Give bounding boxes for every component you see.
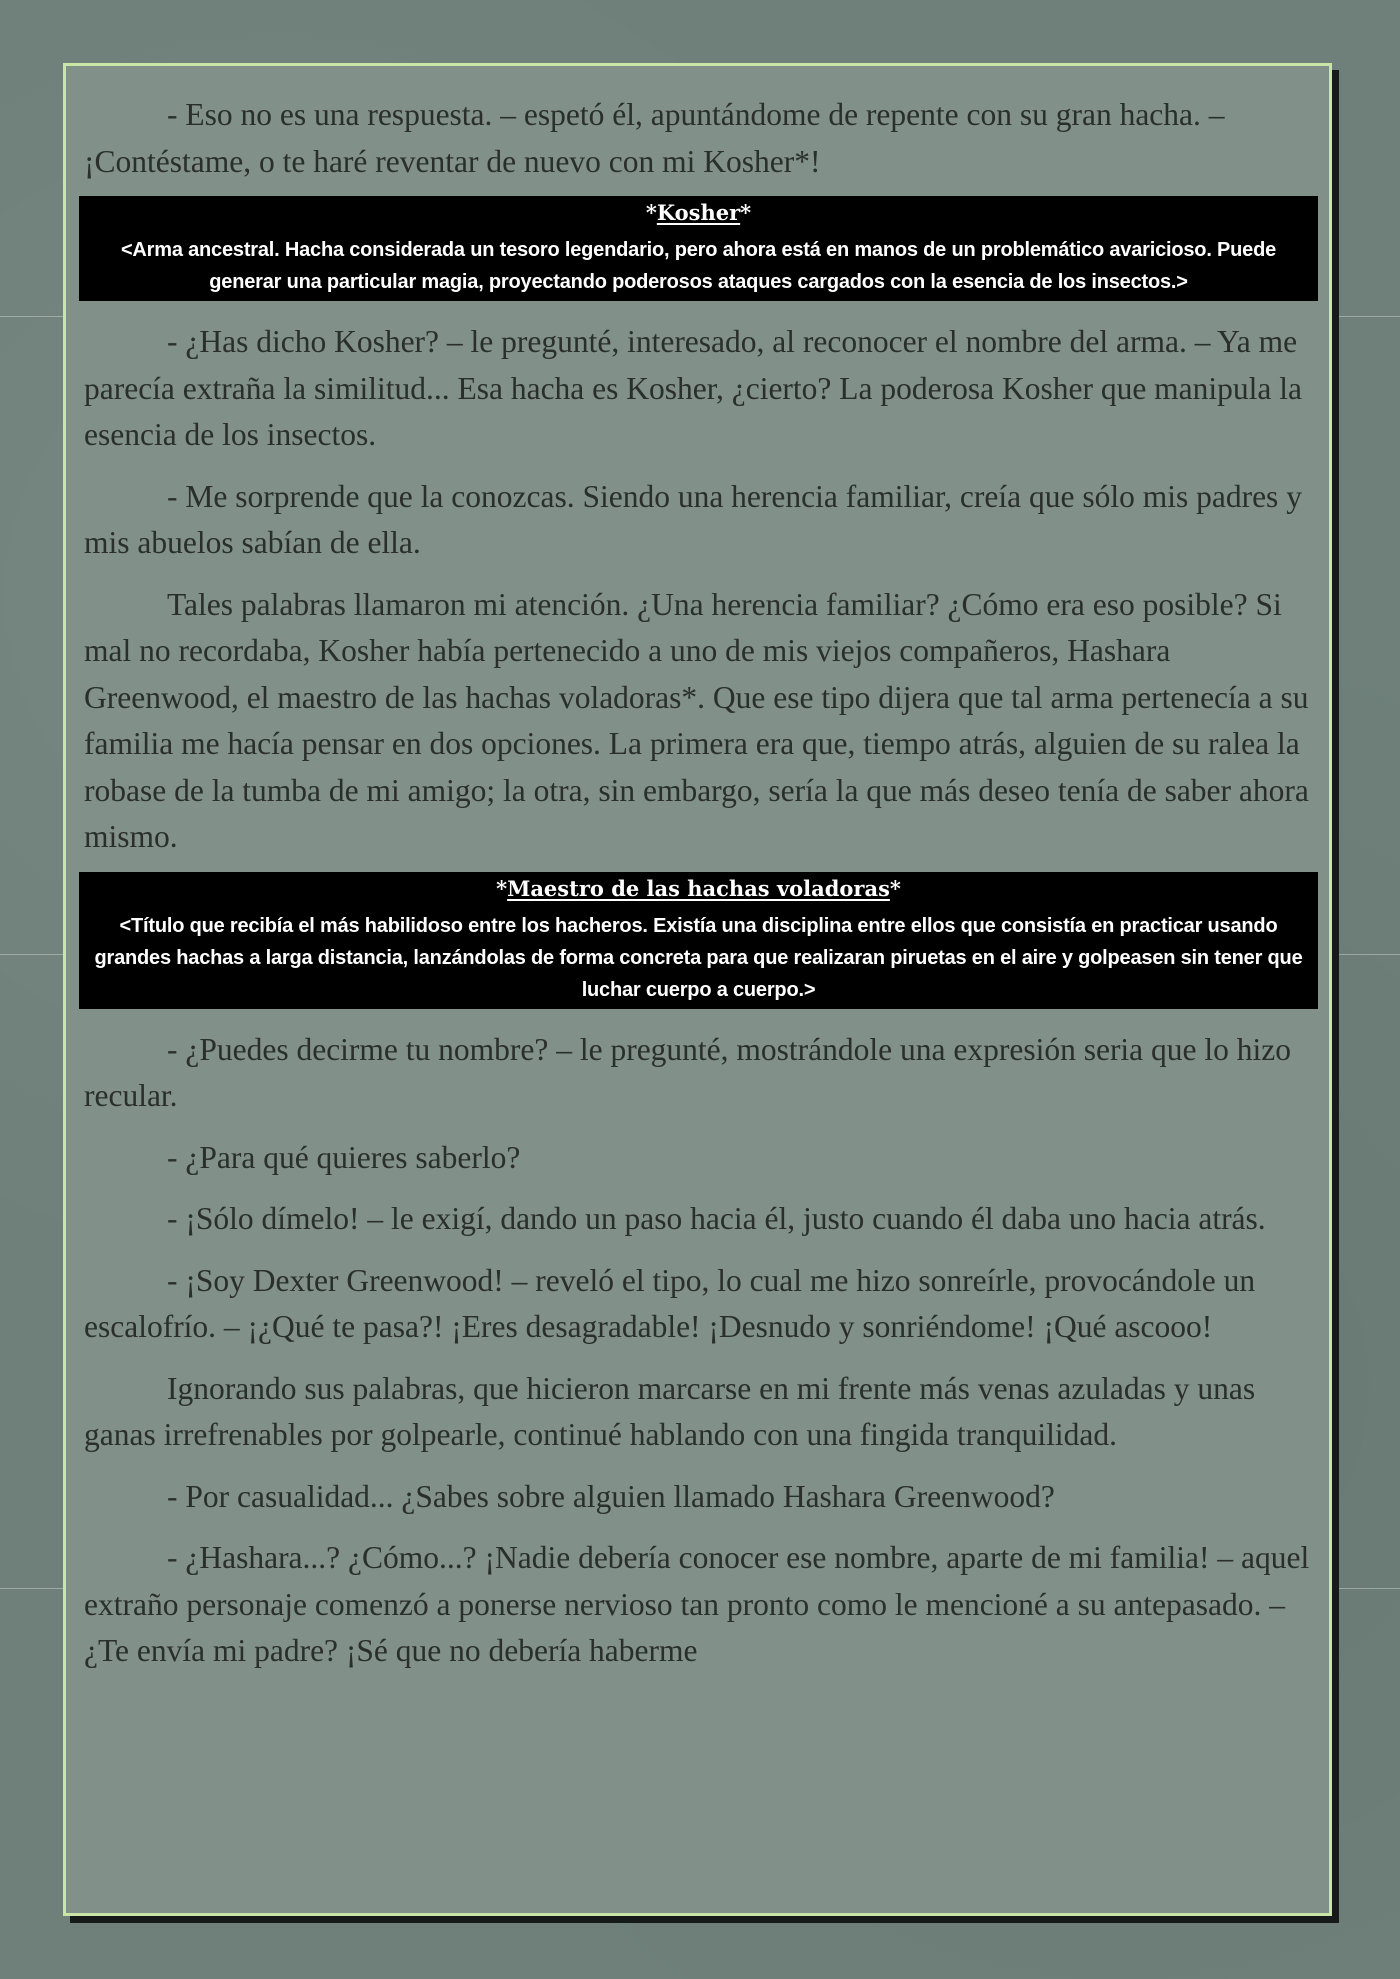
paragraph-text: Tales palabras llamaron mi atención. ¿Una herencia familiar? ¿Cómo era eso posible? Si mal no recordaba, Kosher había pertenecido a uno de mis viejos compañeros, Hashara Greenwood, el maestro de las hachas voladoras*. Que ese tipo dijera que tal arma pertenecía a su familia me hacía pensar en dos opciones. La primera era que, tiempo atrás, alguien de su ralea la robase de la tumba de mi amigo; la otra, sin embargo, sería la que más deseo tenía de saber ahora mismo. xyxy=(84,586,1309,854)
paragraph xyxy=(84,1535,1313,1675)
footnote-body: <Arma ancestral. Hacha considerada un tesoro legendario, pero ahora está en manos de un problemático avaricioso. Puede generar una particular magia, proyectando poderosos ataques cargados con la esencia de los insectos.> xyxy=(120,239,1277,293)
paragraph-text: Ignorando sus palabras, que hicieron marcarse en mi frente más venas azuladas y unas ganas irrefrenables por golpearle, continué hablando con una fingida tranquilidad. xyxy=(84,1370,1256,1452)
footnote-title: *Maestro de las hachas voladoras* xyxy=(496,875,901,901)
footnote-title-text: Maestro de las hachas voladoras xyxy=(507,875,890,901)
footnote-body: <Título que recibía el más habilidoso entre los hacheros. Existía una disciplina entre ellos que consistía en practicar usando grandes hachas a larga distancia, lanzándolas de forma concreta para que realizaran piruetas en el aire y golpeasen sin tener que luchar cuerpo a cuerpo.> xyxy=(94,914,1303,1001)
footnote-box-maestro xyxy=(79,872,1318,1009)
paragraph xyxy=(84,474,1313,567)
paragraph xyxy=(84,92,1313,185)
paragraph xyxy=(84,1474,1313,1521)
paragraph-text: - ¿Hashara...? ¿Cómo...? ¡Nadie debería conocer ese nombre, aparte de mi familia! – aquel extraño personaje comenzó a ponerse nervioso tan pronto como le mencioné a su antepasado. – ¿Te envía mi padre? ¡Sé que no debería haberme xyxy=(84,1540,1310,1668)
paragraph xyxy=(84,319,1313,459)
paragraph-text: - ¡Sólo dímelo! – le exigí, dando un paso hacia él, justo cuando él daba uno hacia atrás. xyxy=(167,1201,1266,1236)
paragraph-text: - Por casualidad... ¿Sabes sobre alguien llamado Hashara Greenwood? xyxy=(167,1478,1055,1514)
paragraph-text: - ¿Para qué quieres saberlo? xyxy=(167,1139,521,1175)
paragraph xyxy=(84,1366,1313,1459)
paragraph-text: - Me sorprende que la conozcas. Siendo una herencia familiar, creía que sólo mis padres y mis abuelos sabían de ella. xyxy=(84,478,1302,560)
paragraph xyxy=(84,1027,1313,1120)
paragraph xyxy=(84,1196,1313,1243)
paragraph xyxy=(84,1258,1313,1351)
paragraph-text: - ¡Soy Dexter Greenwood! – reveló el tipo, lo cual me hizo sonreírle, provocándole un escalofrío. – ¡¿Qué te pasa?! ¡Eres desagradable! ¡Desnudo y sonriéndome! ¡Qué ascooo! xyxy=(84,1262,1256,1344)
footnote-title: *Kosher* xyxy=(645,200,752,225)
paragraph-text: - Eso no es una respuesta. – espetó él, apuntándome de repente con su gran hacha. – ¡Contéstame, o te haré reventar de nuevo con mi Kosher*! xyxy=(84,97,1225,179)
paragraph xyxy=(84,1135,1313,1182)
text-page xyxy=(63,63,1332,1916)
paragraph-text: - ¿Has dicho Kosher? – le pregunté, interesado, al reconocer el nombre del arma. – Ya me parecía extraña la similitud... Esa hacha es Kosher, ¿cierto? La poderosa Kosher que manipula la esencia de los insectos. xyxy=(84,324,1302,452)
paragraph xyxy=(84,582,1313,861)
footnote-box-kosher xyxy=(79,196,1318,301)
footnote-title-text: Kosher xyxy=(656,200,741,225)
paragraph-text: - ¿Puedes decirme tu nombre? – le pregunté, mostrándole una expresión seria que lo hizo recular. xyxy=(84,1031,1292,1113)
